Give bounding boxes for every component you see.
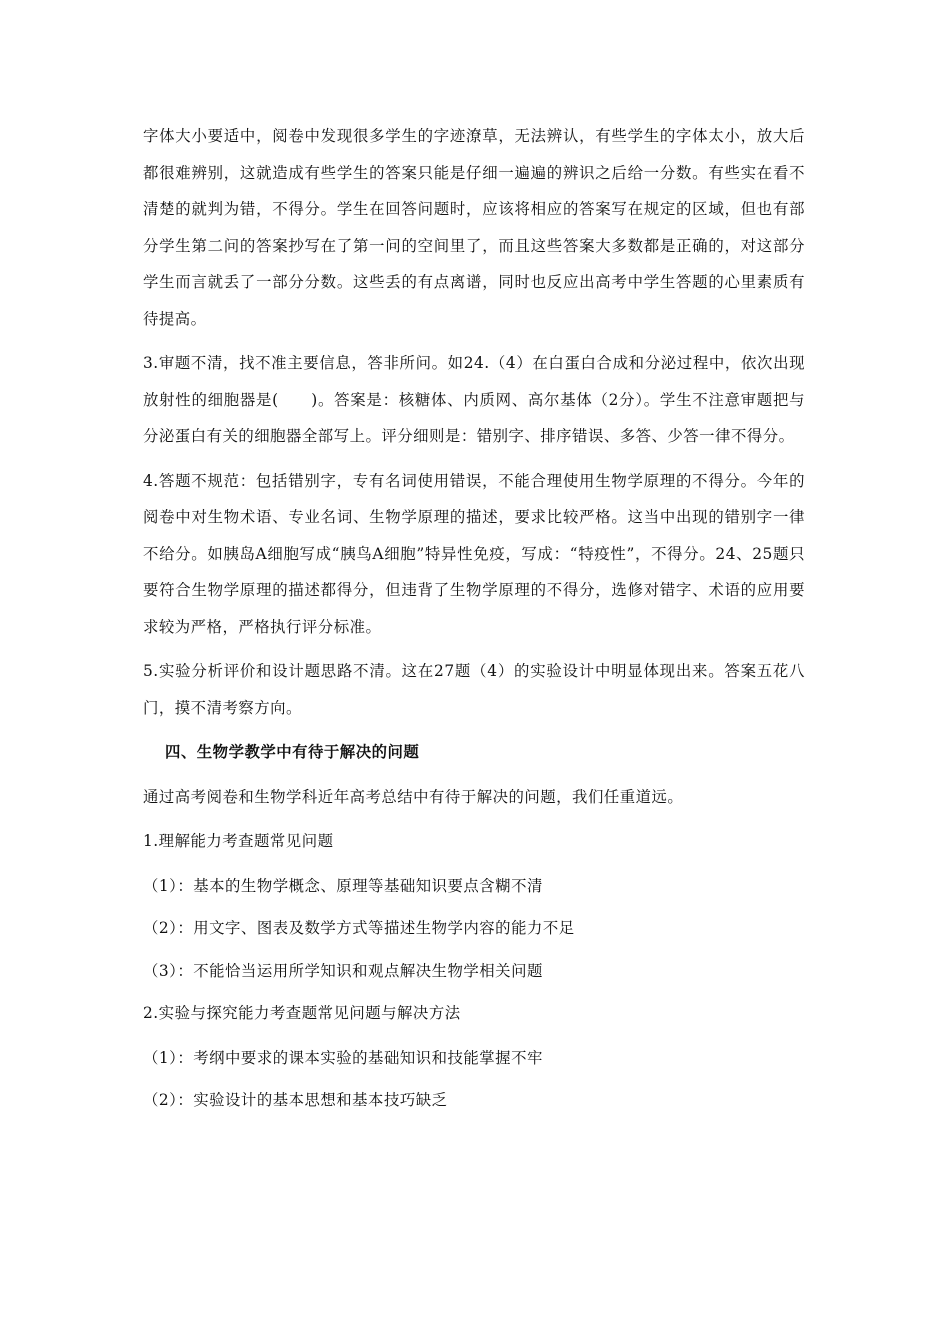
document-page (143, 118, 805, 1125)
subsection-2-item-2: （2）：实验设计的基本思想和基本技巧缺乏 (143, 1091, 448, 1109)
subsection-1-item-2: （2）：用文字、图表及数学方式等描述生物学内容的能力不足 (143, 919, 575, 937)
section-heading: 四、生物学教学中有待于解决的问题 (165, 743, 420, 761)
paragraph-intro: 通过高考阅卷和生物学科近年高考总结中有待于解决的问题，我们任重道远。 (143, 787, 684, 806)
subsection-1-item-3: （3）：不能恰当运用所学知识和观点解决生物学相关问题 (143, 961, 543, 980)
subsection-1-item-1: （1）：基本的生物学概念、原理等基础知识要点含糊不清 (143, 876, 543, 895)
subsection-2-item-1: （1）：考纲中要求的课本实验的基础知识和技能掌握不牢 (143, 1048, 543, 1067)
paragraph-point-4: 4.答题不规范：包括错别字，专有名词使用错误，不能合理使用生物学原理的不得分。今年的阅卷中对生物术语、专业名词、生物学原理的描述，要求比较严格。这当中出现的错别字一律不给分。如胰岛A细胞写成“胰鸟A细胞”特异性免疫，写成：“特疫性”，不得分。24、25题只要符合生物学原理的描述都得分，但违背了生物学原理的不得分，选修对错字、术语的应用要求较为严格，严格执行评分标准。 (143, 471, 805, 636)
paragraph-handwriting: 字体大小要适中，阅卷中发现很多学生的字迹潦草，无法辨认，有些学生的字体太小，放大后都很难辨别，这就造成有些学生的答案只能是仔细一遍遍的辨识之后给一分数。有些实在看不清楚的就判为错，不得分。学生在回答问题时，应该将相应的答案写在规定的区域，但也有部分学生第二问的答案抄写在了第一问的空间里了，而且这些答案大多数都是正确的，对这部分学生而言就丢了一部分分数。这些丢的有点离谱，同时也反应出高考中学生答题的心里素质有待提高。 (143, 127, 805, 328)
paragraph-point-3: 3.审题不清，找不准主要信息，答非所问。如24.（4）在白蛋白合成和分泌过程中，依次出现放射性的细胞器是( )。答案是：核糖体、内质网、高尔基体（2分）。学生不注意审题把与分泌蛋白有关的细胞器全部写上。评分细则是：错别字、排序错误、多答、少答一律不得分。 (143, 354, 805, 445)
paragraph-point-5: 5.实验分析评价和设计题思路不清。这在27题（4）的实验设计中明显体现出来。答案五花八门，摸不清考察方向。 (143, 662, 805, 717)
subsection-2-title: 2.实验与探究能力考查题常见问题与解决方法 (143, 1004, 461, 1022)
subsection-1-title: 1.理解能力考查题常见问题 (143, 832, 334, 850)
